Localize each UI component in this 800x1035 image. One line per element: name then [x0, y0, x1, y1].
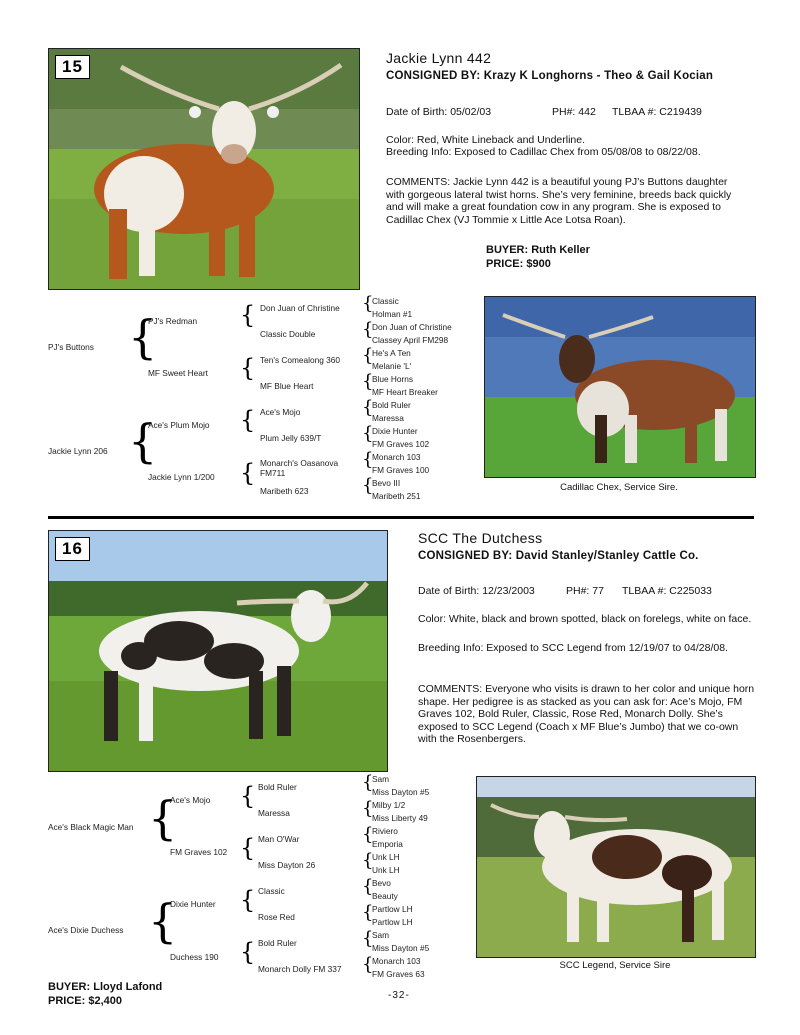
brace: {	[362, 772, 374, 793]
buyer: BUYER: Lloyd Lafond	[48, 981, 163, 993]
pedigree-g3: Bold Ruler	[258, 938, 297, 948]
pedigree-sire: PJ's Buttons	[48, 342, 94, 352]
pedigree-g4: Miss Dayton #5	[372, 787, 430, 797]
sire-caption: SCC Legend, Service Sire	[559, 960, 671, 971]
brace: {	[362, 798, 374, 819]
color-info: Color: White, black and brown spotted, black on forelegs, white on face.	[418, 613, 752, 625]
pedigree-g4: Maressa	[372, 413, 404, 423]
brace: {	[240, 354, 256, 382]
pedigree-g3: Plum Jelly 639/T	[260, 433, 322, 443]
pedigree-g4: Holman #1	[372, 309, 413, 319]
pedigree-g4: FM Graves 102	[372, 439, 430, 449]
lot-16-cow-photo	[48, 530, 388, 772]
brace: {	[240, 301, 256, 329]
brace: {	[240, 886, 256, 914]
brace: {	[148, 791, 178, 845]
pedigree-g4: Bevo	[372, 878, 391, 888]
lot-title: SCC The Dutchess	[418, 530, 543, 546]
pedigree-g4: Don Juan of Christine	[372, 322, 452, 332]
tlbaa-number: TLBAA #: C225033	[622, 585, 712, 597]
pedigree-g3: Miss Dayton 26	[258, 860, 316, 870]
brace: {	[362, 397, 374, 418]
pedigree-g4: Melanie 'L'	[372, 361, 412, 371]
pedigree-g3: Don Juan of Christine	[260, 303, 340, 313]
brace: {	[362, 345, 374, 366]
pedigree-g3: Ace's Mojo	[260, 407, 301, 417]
pedigree-g2: Duchess 190	[170, 952, 219, 962]
section-divider	[48, 516, 754, 519]
pedigree-g3: Monarch's Oasanova FM711	[260, 458, 339, 478]
pedigree-g4: Miss Dayton #5	[372, 943, 430, 953]
cow-image	[49, 49, 359, 289]
pedigree-g4: Milby 1/2	[372, 800, 406, 810]
brace: {	[362, 954, 374, 975]
breeding-info: Breeding Info: Exposed to SCC Legend from 12/19/07 to 04/28/08.	[418, 642, 728, 654]
pedigree-g4: Maribeth 251	[372, 491, 421, 501]
pedigree-g2: Jackie Lynn 1/200	[148, 472, 215, 482]
pedigree-g4: FM Graves 100	[372, 465, 430, 475]
pedigree-dam: Ace's Dixie Duchess	[48, 925, 124, 935]
pedigree-g2: Dixie Hunter	[170, 899, 216, 909]
bull-image	[485, 297, 755, 477]
pedigree-g4: Blue Horns	[372, 374, 414, 384]
consigned-by: CONSIGNED BY: Krazy K Longhorns - Theo & Gail Kocian	[386, 70, 714, 82]
tlbaa-number: TLBAA #: C219439	[612, 106, 702, 118]
pedigree-g4: Sam	[372, 930, 390, 940]
page-number: -32-	[388, 990, 410, 1001]
brace: {	[240, 406, 256, 434]
pedigree-g2: PJ's Redman	[148, 316, 198, 326]
brace: {	[362, 902, 374, 923]
pedigree-g4: Sam	[372, 774, 390, 784]
brace: {	[362, 449, 374, 470]
brace: {	[240, 459, 256, 487]
comments: COMMENTS: Jackie Lynn 442 is a beautiful young PJ’s Buttons daughter with gorgeous lateral twist horns. She’s very feminine, breeds back quickly and will make a great foundation cow in any program. She is exposed to Cadillac Chex (VJ Tommie x Little Ace Lotsa Roan).	[386, 176, 732, 226]
price: PRICE: $2,400	[48, 995, 122, 1007]
pedigree-g3: Bold Ruler	[258, 782, 297, 792]
pedigree-g4: Unk LH	[372, 865, 400, 875]
pedigree-g4: Dixie Hunter	[372, 426, 418, 436]
breeding-info: Breeding Info: Exposed to Cadillac Chex from 05/08/08 to 08/22/08.	[386, 146, 701, 158]
brace: {	[128, 310, 158, 364]
pedigree-g4: Monarch 103	[372, 956, 421, 966]
pedigree-g4: FM Graves 63	[372, 969, 425, 979]
pedigree-g3: Rose Red	[258, 912, 295, 922]
pedigree-g3: Ten's Comealong 360	[260, 355, 340, 365]
price: PRICE: $900	[486, 258, 551, 270]
comments: COMMENTS: Everyone who visits is drawn to her color and unique horn shape. Her pedigree is as stacked as you can ask for: Ace’s Mojo, FM Graves 102, Bold Ruler, Classic, Rose Red, Monarch Dolly. She’s exposed to SCC Legend (Coach x MF Blue’s Jumbo) that we co-own with the Rosenbergers.	[418, 683, 755, 745]
brace: {	[240, 782, 256, 810]
pedigree-g4: Classey April FM298	[372, 335, 449, 345]
brace: {	[148, 894, 178, 948]
brace: {	[362, 423, 374, 444]
pedigree-g2: Ace's Plum Mojo	[148, 420, 210, 430]
brace: {	[240, 938, 256, 966]
brace: {	[362, 928, 374, 949]
pedigree-g4: Partlow LH	[372, 917, 413, 927]
pedigree-g3: MF Blue Heart	[260, 381, 314, 391]
lot-number-badge: 16	[55, 537, 90, 561]
brace: {	[128, 414, 158, 468]
brace: {	[362, 475, 374, 496]
lot-15-cow-photo	[48, 48, 360, 290]
id-row	[386, 106, 766, 119]
ph-number: PH#: 77	[566, 585, 604, 597]
brace: {	[362, 293, 374, 314]
cow-image	[49, 531, 387, 771]
pedigree-g3: Maressa	[258, 808, 290, 818]
pedigree-g2: Ace's Mojo	[170, 795, 211, 805]
color-info: Color: Red, White Lineback and Underline.	[386, 134, 586, 146]
date-of-birth: Date of Birth: 12/23/2003	[418, 585, 535, 597]
id-row	[418, 585, 768, 598]
lot-16-sire-photo	[476, 776, 756, 958]
sire-caption: Cadillac Chex, Service Sire.	[560, 482, 678, 493]
brace: {	[240, 834, 256, 862]
pedigree-g3: Monarch Dolly FM 337	[258, 964, 342, 974]
pedigree-g3: Classic Double	[260, 329, 316, 339]
pedigree-g4: Beauty	[372, 891, 398, 901]
pedigree-g4: He's A Ten	[372, 348, 411, 358]
pedigree-g4: Bevo III	[372, 478, 401, 488]
pedigree-g4: Partlow LH	[372, 904, 413, 914]
pedigree-g4: MF Heart Breaker	[372, 387, 438, 397]
pedigree-g3: Man O'War	[258, 834, 300, 844]
pedigree-g4: Emporia	[372, 839, 403, 849]
consigned-by: CONSIGNED BY: David Stanley/Stanley Cattle Co.	[418, 550, 699, 562]
pedigree-dam: Jackie Lynn 206	[48, 446, 108, 456]
pedigree-g4: Miss Liberty 49	[372, 813, 428, 823]
ph-number: PH#: 442	[552, 106, 596, 118]
pedigree-g4: Riviero	[372, 826, 398, 836]
pedigree-g3: Maribeth 623	[260, 486, 309, 496]
brace: {	[362, 850, 374, 871]
brace: {	[362, 824, 374, 845]
pedigree-g3: Classic	[258, 886, 285, 896]
lot-number-badge: 15	[55, 55, 90, 79]
brace: {	[362, 319, 374, 340]
bull-image	[477, 777, 755, 957]
lot-title: Jackie Lynn 442	[386, 50, 492, 66]
pedigree-g2: MF Sweet Heart	[148, 368, 208, 378]
pedigree-g2: FM Graves 102	[170, 847, 228, 857]
pedigree-g4: Monarch 103	[372, 452, 421, 462]
date-of-birth: Date of Birth: 05/02/03	[386, 106, 492, 118]
lot-15-sire-photo	[484, 296, 756, 478]
buyer: BUYER: Ruth Keller	[486, 244, 590, 256]
pedigree-g4: Classic	[372, 296, 399, 306]
brace: {	[362, 876, 374, 897]
pedigree-sire: Ace's Black Magic Man	[48, 822, 134, 832]
pedigree-g4: Bold Ruler	[372, 400, 411, 410]
pedigree-g4: Unk LH	[372, 852, 400, 862]
brace: {	[362, 371, 374, 392]
